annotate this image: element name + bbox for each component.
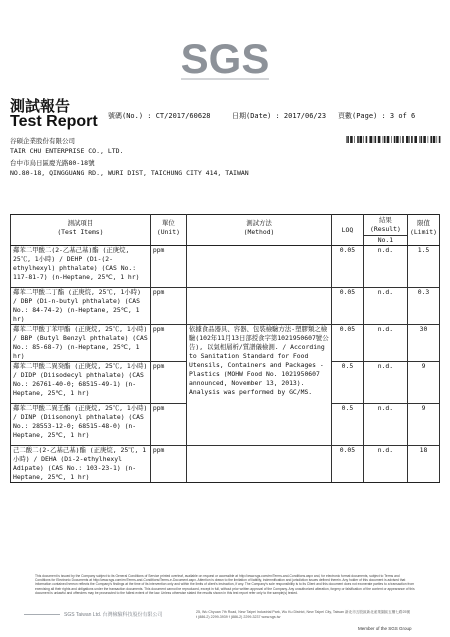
cell-result: n.d. [363,362,407,404]
cell-result: n.d. [363,446,407,483]
cell-unit: ppm [150,446,186,483]
header-unit: 單位 (Unit) [150,215,186,246]
client-name-en: TAIR CHU ENTERPRISE CO., LTD. [10,147,124,155]
cell-result: n.d. [363,325,407,362]
cell-unit: ppm [150,246,186,288]
cell-method-empty [187,246,332,288]
cell-method-empty [187,288,332,325]
footer-disclaimer: This document is issued by the Company subject to its General Conditions of Service printed overleaf, available on request or accessible at http://www.sgs.com/en/Terms-and-Conditions.aspx and, for electronic format documents, subject to Terms and Conditions for Electronic Documents at http://www.sgs.com/en/Terms-and-Conditions/Terms-e-Document.aspx. Attention is drawn to the limitation of liability, indemnification and jurisdiction issues defined therein. Any holder of this document is advised that information contained hereon reflects the Company's findings at the time of its intervention only and within the limits of client's instruction, if any. The Company's sole responsibility is to its Client and this document does not exonerate parties to a transaction from exercising all their rights and obligations under the transaction documents. This document cannot be reproduced, except in full, without prior written approval of the Company. Any unauthorized alteration, forgery or falsification of the content or appearance of this document is unlawful and offenders may be prosecuted to the fullest extent of the law. Unless otherwise stated the results shown in this test report refer only to the sample(s) tested. [35,574,415,595]
header-method: 測試方法 (Method) [187,215,332,246]
sgs-logo-graphic [178,35,272,81]
cell-test-item: 鄰苯二甲酸二異壬酯 (正庚烷, 25℃, 1小時) / DINP (Diisononyl phthalate) (CAS No.: 28553-12-0; 68515-48-0) (n-Heptane, 25℃, 1 hr) [11,404,151,446]
cell-limit: 18 [408,446,440,483]
footer-bar [24,610,426,621]
sgs-logo [178,35,272,81]
report-title-cn: 測試報告 [10,97,71,115]
report-date: 日期(Date) : 2017/06/23 [232,112,327,120]
header-limit: 限值 (Limit) [408,215,440,246]
cell-unit: ppm [150,362,186,404]
cell-limit: 30 [408,325,440,362]
client-address-cn: 台中市烏日區慶光路80-18號 [10,159,95,167]
footer-member: Member of the SGS Group [358,626,412,631]
footer-contact-phone: t (886-2) 2299-3939 f (886-2) 2299-3237 www.sgs.tw [196,615,281,619]
cell-result: n.d. [363,404,407,446]
cell-limit: 9 [408,362,440,404]
client-address-en: NO.80-18, QINGGUANG RD., WURI DIST, TAICHUNG CITY 414, TAIWAN [10,169,249,177]
footer-contact-address: 25, Wu Chyuan 7th Road, New Taipei Industrial Park, Wu Ku District, New Taipei City, Taiwan 新北市五股區新北產業園區五權七路25號 [196,610,411,614]
barcode-graphic [346,136,442,143]
table-row [11,325,440,362]
cell-test-item: 鄰苯二甲酸二異癸酯 (正庚烷, 25℃, 1小時) / DIDP (Diisodecyl phthalate) (CAS No.: 26761-40-0; 68515-49-1) (n-Heptane, 25℃, 1 hr) [11,362,151,404]
cell-loq: 0.05 [332,325,364,362]
table-row [11,446,440,483]
client-name-cn: 谷碩企業股份有限公司 [10,137,75,145]
cell-loq: 0.5 [332,404,364,446]
cell-result: n.d. [363,246,407,288]
cell-method: 依據食品器具、容器、包裝檢驗方法-塑膠類之檢驗(102年11月13日部授食字第1021950607號公告), 以氣相層析/質譜儀檢測. / According to Sanitation Standard for Food Utensils, Containers and Packages - Plastics (MOHW Food No. 1021950607 announced, November 13, 2013). Analysis was performed by GC/MS. [187,325,332,446]
cell-limit: 0.3 [408,288,440,325]
table-row [11,246,440,288]
cell-test-item: 鄰苯二甲酸丁苯甲酯 (正庚烷, 25℃, 1小時) / BBP (Butyl Benzyl phthalate) (CAS No.: 85-68-7) (n-Heptane, 25℃, 1 hr) [11,325,151,362]
cell-unit: ppm [150,288,186,325]
cell-test-item: 鄰苯二甲酸二丁酯 (正庚烷, 25℃, 1小時) / DBP (Di-n-butyl phthalate) (CAS No.: 84-74-2) (n-Heptane, 25℃, 1 hr) [11,288,151,325]
cell-result: n.d. [363,288,407,325]
cell-limit: 1.5 [408,246,440,288]
cell-test-item: 鄰苯二甲酸二(2-乙基己基)酯 (正庚烷, 25℃, 1小時) / DEHP (Di-(2-ethylhexyl) phthalate) (CAS No.: 117-81-7) (n-Heptane, 25℃, 1 hr) [11,246,151,288]
cell-loq: 0.05 [332,288,364,325]
results-table [10,214,440,483]
header-test-items: 測試項目 (Test Items) [11,215,151,246]
report-number: 號碼(No.) : CT/2017/60628 [108,112,211,120]
header-loq: LOQ [332,215,364,246]
table-header-row [11,215,440,246]
cell-loq: 0.5 [332,362,364,404]
header-result-label: 結果 (Result) [370,216,401,233]
cell-test-item: 己二酸二(2-乙基己基)酯 (正庚烷, 25℃, 1小時) / DEHA (Di-2-ethylhexyl Adipate) (CAS No.: 103-23-1) (n-Heptane, 25℃, 1 hr) [11,446,151,483]
page-number: 頁數(Page) : 3 of 6 [338,112,416,120]
cell-loq: 0.05 [332,246,364,288]
footer-company: SGS Taiwan Ltd. 台灣檢驗科技股份有限公司 [64,612,163,618]
cell-unit: ppm [150,404,186,446]
sgs-logo-text: SGS [180,35,270,81]
footer-rule-left [24,614,60,616]
header-result-no: No.1 [364,235,407,245]
cell-method-empty [187,446,332,483]
cell-unit: ppm [150,325,186,362]
cell-loq: 0.05 [332,446,364,483]
cell-limit: 9 [408,404,440,446]
report-title-en: Test Report [10,113,98,130]
table-row [11,288,440,325]
header-result [363,215,407,246]
